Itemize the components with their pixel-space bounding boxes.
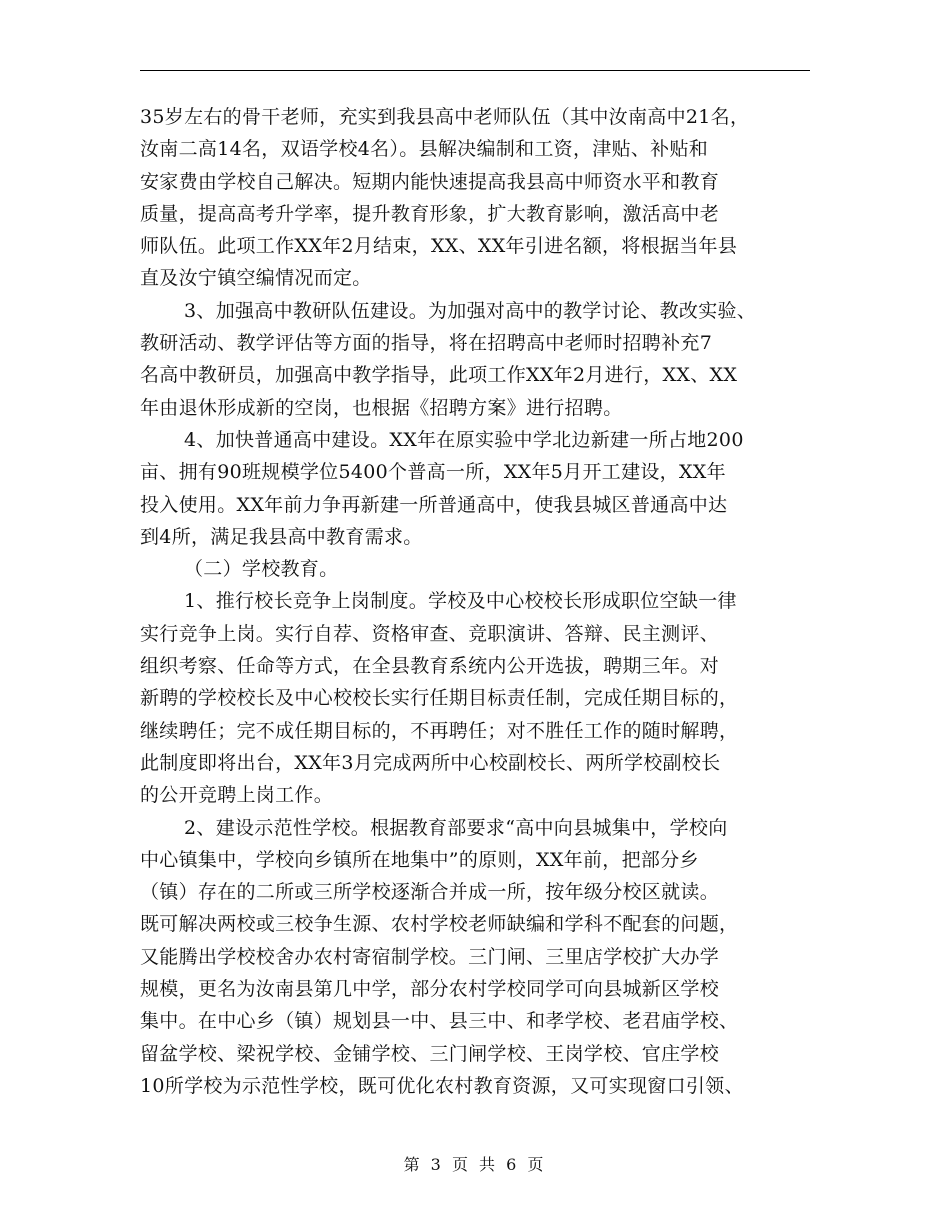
body-line: 到4所，满足我县高中教育需求。 (140, 525, 423, 548)
body-line: 既可解决两校或三校争生源、农村学校老师缺编和学科不配套的问题， (140, 913, 739, 936)
body-line: 继续聘任；完不成任期目标的，不再聘任；对不胜任工作的随时解聘， (140, 719, 739, 742)
body-line: 新聘的学校校长及中心校校长实行任期目标责任制，完成任期目标的， (140, 687, 739, 710)
body-line: 师队伍。此项工作XX年2月结束，XX、XX年引进名额，将根据当年县 (140, 235, 738, 258)
paragraph-start-line: 2、建设示范性学校。根据教育部要求“高中向县城集中，学校向 (184, 816, 728, 839)
body-line: 安家费由学校自己解决。短期内能快速提高我县高中师资水平和教育 (140, 170, 720, 193)
body-line: （镇）存在的二所或三所学校逐渐合并成一所，按年级分校区就读。 (140, 881, 720, 904)
body-line: 亩、拥有90班规模学位5400个普高一所，XX年5月开工建设，XX年 (140, 461, 726, 484)
body-line: 规模，更名为汝南县第几中学，部分农村学校同学可向县城新区学校 (140, 978, 720, 1001)
body-line: 集中。在中心乡（镇）规划县一中、县三中、和孝学校、老君庙学校、 (140, 1010, 739, 1033)
body-line: 直及汝宁镇空编情况而定。 (140, 267, 372, 290)
paragraph-start-line: 3、加强高中教研队伍建设。为加强对高中的教学讨论、教改实验、 (184, 299, 757, 322)
body-line: 的公开竞聘上岗工作。 (140, 784, 334, 807)
document-body (140, 101, 812, 1102)
body-line: 汝南二高14名，双语学校4名）。县解决编制和工资，津贴、补贴和 (140, 138, 709, 161)
section-heading: （二）学校教育。 (184, 558, 339, 581)
header-rule (140, 70, 810, 71)
body-line: 实行竞争上岗。实行自荐、资格审查、竞职演讲、答辩、民主测评、 (140, 622, 720, 645)
body-line: 投入使用。XX年前力争再新建一所普通高中，使我县城区普通高中达 (140, 493, 728, 516)
body-line: 教研活动、教学评估等方面的指导，将在招聘高中老师时招聘补充7 (140, 332, 713, 355)
page-number-footer: 第 3 页 共 6 页 (403, 1155, 547, 1174)
body-line: 留盆学校、梁祝学校、金铺学校、三门闸学校、王岗学校、官庄学校 (140, 1042, 720, 1065)
body-line: 名高中教研员，加强高中教学指导，此项工作XX年2月进行，XX、XX (140, 364, 738, 387)
body-line: 质量，提高高考升学率，提升教育形象，扩大教育影响，激活高中老 (140, 202, 720, 225)
body-line: 10所学校为示范性学校，既可优化农村教育资源，又可实现窗口引领、 (140, 1074, 744, 1097)
paragraph-start-line: 4、加快普通高中建设。XX年在原实验中学北边新建一所占地200 (184, 428, 744, 451)
paragraph-start-line: 1、推行校长竞争上岗制度。学校及中心校校长形成职位空缺一律 (184, 590, 737, 613)
body-line: 又能腾出学校校舍办农村寄宿制学校。三门闸、三里店学校扩大办学 (140, 945, 720, 968)
body-line: 此制度即将出台，XX年3月完成两所中心校副校长、两所学校副校长 (140, 751, 721, 774)
body-line: 年由退休形成新的空岗，也根据《招聘方案》进行招聘。 (140, 396, 623, 419)
body-line: 中心镇集中，学校向乡镇所在地集中”的原则，XX年前，把部分乡 (140, 848, 699, 871)
body-line: 35岁左右的骨干老师，充实到我县高中老师队伍（其中汝南高中21名， (140, 106, 750, 128)
body-line: 组织考察、任命等方式，在全县教育系统内公开选拔，聘期三年。对 (140, 655, 720, 678)
